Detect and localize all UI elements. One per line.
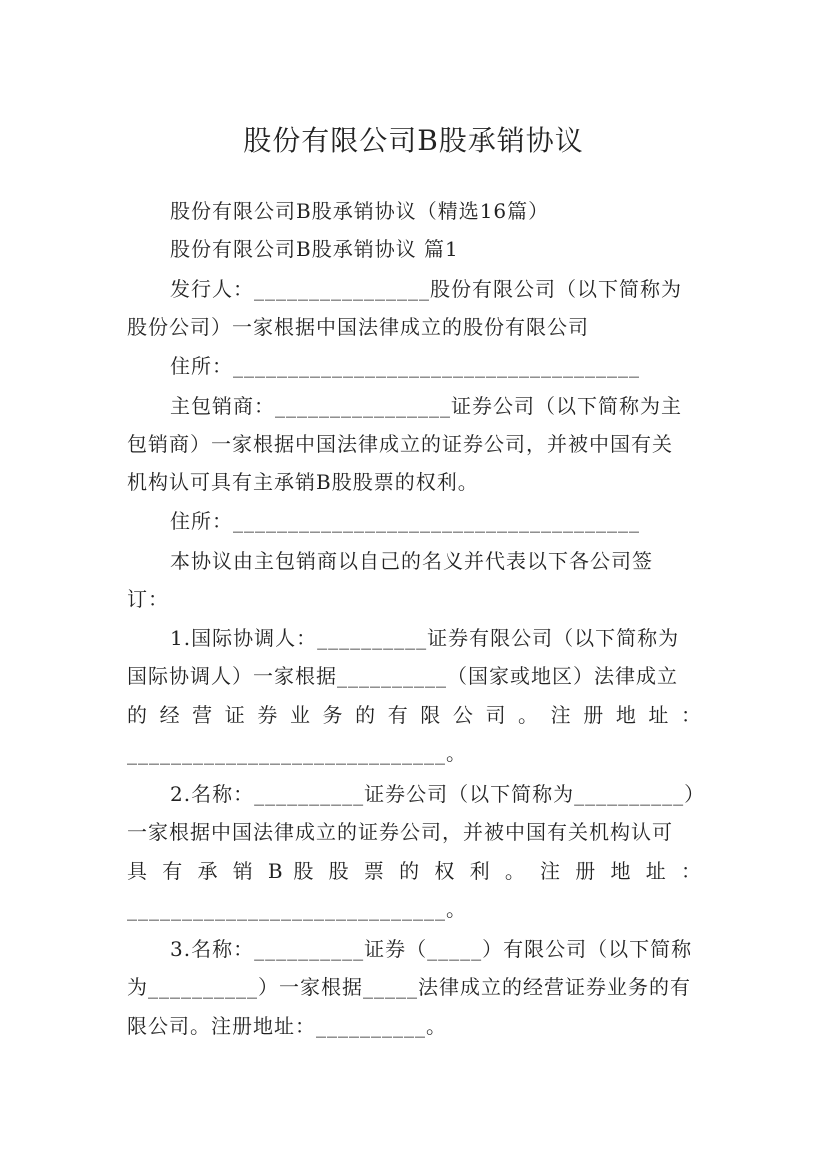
item-3-line-cont: 为__________）一家根据_____法律成立的经营证券业务的有 [127, 975, 691, 999]
item-2-line-cont: 一家根据中国法律成立的证券公司，并被中国有关机构认可 [127, 820, 673, 844]
item-1-line-cont2: 的 经 营 证 券 业 务 的 有 限 公 司 。 注 册 地 址 ： [127, 703, 701, 727]
underwriter-address-line: 住所：_____________________________________ [170, 509, 640, 533]
agreement-intro-line-cont: 订： [127, 587, 169, 611]
issuer-address-line: 住所：_____________________________________ [170, 354, 640, 378]
issuer-line-cont: 股份公司）一家根据中国法律成立的股份有限公司 [127, 315, 589, 339]
item-1-address-blank: _____________________________。 [127, 741, 467, 765]
lead-underwriter-line-cont: 包销商）一家根据中国法律成立的证券公司，并被中国有关 [127, 432, 673, 456]
item-3-line-cont2: 限公司。注册地址：__________。 [127, 1014, 447, 1038]
item-1-line: 1.国际协调人：__________证券有限公司（以下简称为 [170, 626, 680, 650]
item-1-line-cont: 国际协调人）一家根据__________（国家或地区）法律成立 [127, 664, 678, 688]
item-2-line: 2.名称：__________证券公司（以下简称为__________） [170, 782, 706, 806]
item-3-line: 3.名称：__________证券（_____）有限公司（以下简称 [170, 937, 693, 961]
issuer-line: 发行人：________________股份有限公司（以下简称为 [170, 277, 682, 301]
item-2-address-blank: _____________________________。 [127, 897, 467, 921]
section-heading: 股份有限公司B股承销协议 篇1 [170, 237, 459, 261]
document-title: 股份有限公司B股承销协议 [243, 123, 584, 157]
lead-underwriter-line-cont2: 机构认可具有主承销B股股票的权利。 [127, 470, 479, 494]
item-2-line-cont2: 具 有 承 销 B 股 股 票 的 权 利 。 注 册 地 址 ： [127, 859, 701, 883]
lead-underwriter-line: 主包销商：________________证券公司（以下简称为主 [170, 394, 682, 418]
agreement-intro-line: 本协议由主包销商以自己的名义并代表以下各公司签 [170, 549, 653, 573]
subtitle-line: 股份有限公司B股承销协议（精选16篇） [170, 199, 550, 223]
